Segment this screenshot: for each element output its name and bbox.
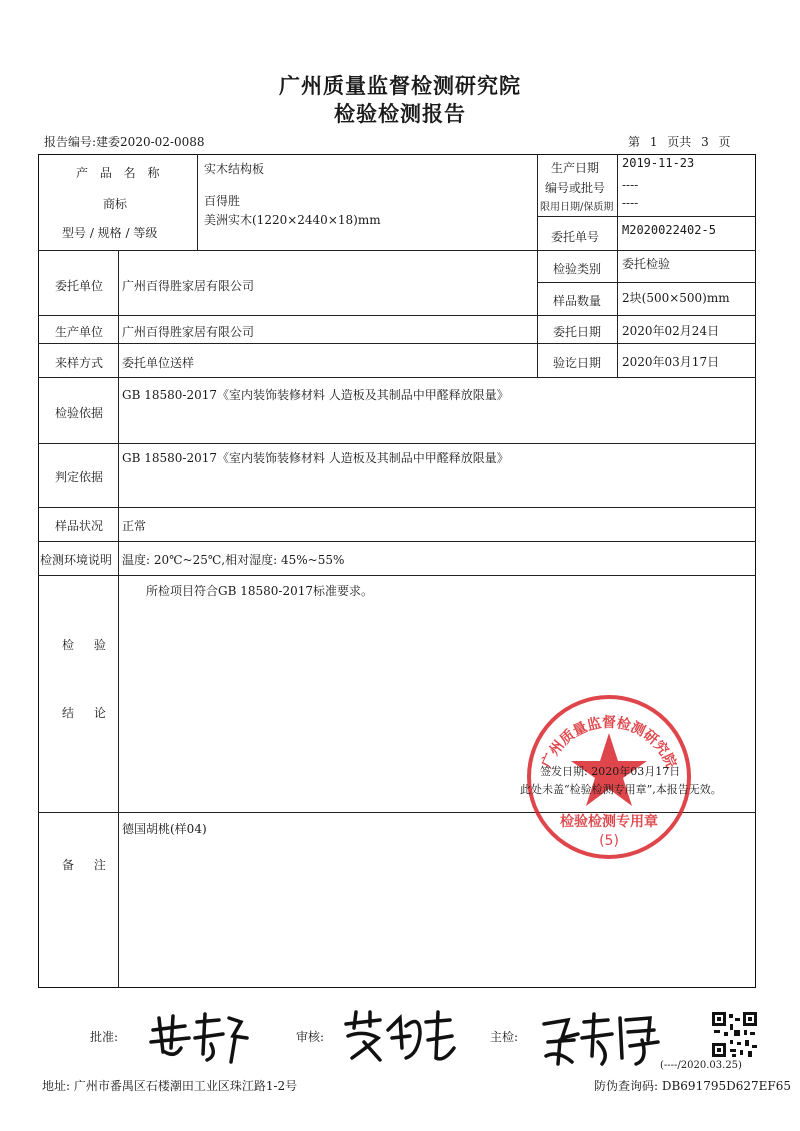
model-label: 型号 / 规格 / 等级 — [62, 226, 158, 240]
brand-label: 商标 — [103, 197, 128, 211]
environment-label: 检测环境说明 — [40, 553, 113, 567]
report-title-line2: 检验检测报告 — [334, 102, 466, 126]
model-value: 美洲实木(1220×2440×18)mm — [204, 213, 381, 227]
seal-note: 此处未盖“检验检测专用章”,本报告无效。 — [520, 783, 722, 796]
sample-qty-value: 2块(500×500)mm — [622, 291, 730, 305]
manufacturer-value: 广州百得胜家居有限公司 — [122, 325, 255, 339]
test-type-label: 检验类别 — [553, 262, 602, 276]
conclusion-text: 所检项目符合GB 18580-2017标准要求。 — [146, 584, 373, 598]
brand-value: 百得胜 — [204, 194, 241, 208]
product-name-label: 产 品 名 称 — [76, 166, 160, 180]
remarks-label: 备 注 — [62, 858, 106, 872]
conclusion-label-2: 结 论 — [62, 706, 106, 720]
judgement-basis-value: GB 18580-2017《室内装饰装修材料 人造板及其制品中甲醛释放限量》 — [122, 451, 509, 465]
order-number-value: M2020022402-5 — [622, 223, 716, 237]
entrust-date-value: 2020年02月24日 — [622, 324, 720, 338]
sampling-method-label: 来样方式 — [55, 356, 104, 370]
sign-date: 签发日期: 2020年03月17日 — [540, 765, 681, 778]
environment-value: 温度: 20℃~25℃,相对湿度: 45%~55% — [122, 553, 345, 567]
product-name-value: 实木结构板 — [204, 162, 265, 176]
conclusion-label-1: 检 验 — [62, 638, 106, 652]
sampling-method-value: 委托单位送样 — [122, 356, 195, 370]
completion-date-value: 2020年03月17日 — [622, 355, 720, 369]
manufacturer-label: 生产单位 — [55, 325, 104, 339]
entrust-date-label: 委托日期 — [553, 325, 602, 339]
approve-label: 批准: — [90, 1030, 119, 1044]
shelf-life-label: 限用日期/保质期 — [540, 202, 614, 213]
version-code: (----/2020.03.25) — [660, 1060, 742, 1071]
anti-fake-code: 防伪查询码: DB691795D627EF65 — [594, 1079, 791, 1093]
stamp-seal-text: 检验检测专用章 — [560, 814, 658, 830]
order-number-label: 委托单号 — [551, 230, 600, 244]
client-value: 广州百得胜家居有限公司 — [122, 279, 255, 293]
test-basis-value: GB 18580-2017《室内装饰装修材料 人造板及其制品中甲醛释放限量》 — [122, 388, 509, 402]
client-label: 委托单位 — [55, 279, 104, 293]
inspect-label: 主检: — [490, 1030, 519, 1044]
batch-label: 编号或批号 — [545, 181, 606, 195]
production-date-label: 生产日期 — [551, 161, 600, 175]
sample-status-label: 样品状况 — [55, 519, 104, 533]
batch-value: ---- — [622, 178, 639, 192]
completion-date-label: 验讫日期 — [553, 356, 602, 370]
remarks-value: 德国胡桃(样04) — [122, 822, 207, 836]
address: 地址: 广州市番禺区石楼潮田工业区珠江路1-2号 — [42, 1079, 298, 1093]
report-title-line1: 广州质量监督检测研究院 — [279, 74, 521, 98]
sample-status-value: 正常 — [122, 519, 147, 533]
qr-code[interactable] — [712, 1012, 757, 1057]
judgement-basis-label: 判定依据 — [55, 470, 104, 484]
shelf-life-value: ---- — [622, 196, 639, 210]
production-date-value: 2019-11-23 — [622, 156, 695, 170]
stamp-number: (5) — [599, 833, 619, 849]
sample-qty-label: 样品数量 — [553, 294, 602, 308]
inspect-signature — [538, 1010, 668, 1070]
stamp-org-text: 广州质量监督检测研究院 — [539, 715, 679, 771]
page-info: 第 1 页共 3 页 — [628, 135, 731, 149]
review-label: 审核: — [296, 1030, 325, 1044]
review-signature — [340, 1008, 465, 1068]
approve-signature — [145, 1008, 255, 1068]
test-basis-label: 检验依据 — [55, 406, 104, 420]
report-number: 报告编号:建委2020-02-0088 — [44, 135, 205, 149]
test-type-value: 委托检验 — [622, 257, 671, 271]
